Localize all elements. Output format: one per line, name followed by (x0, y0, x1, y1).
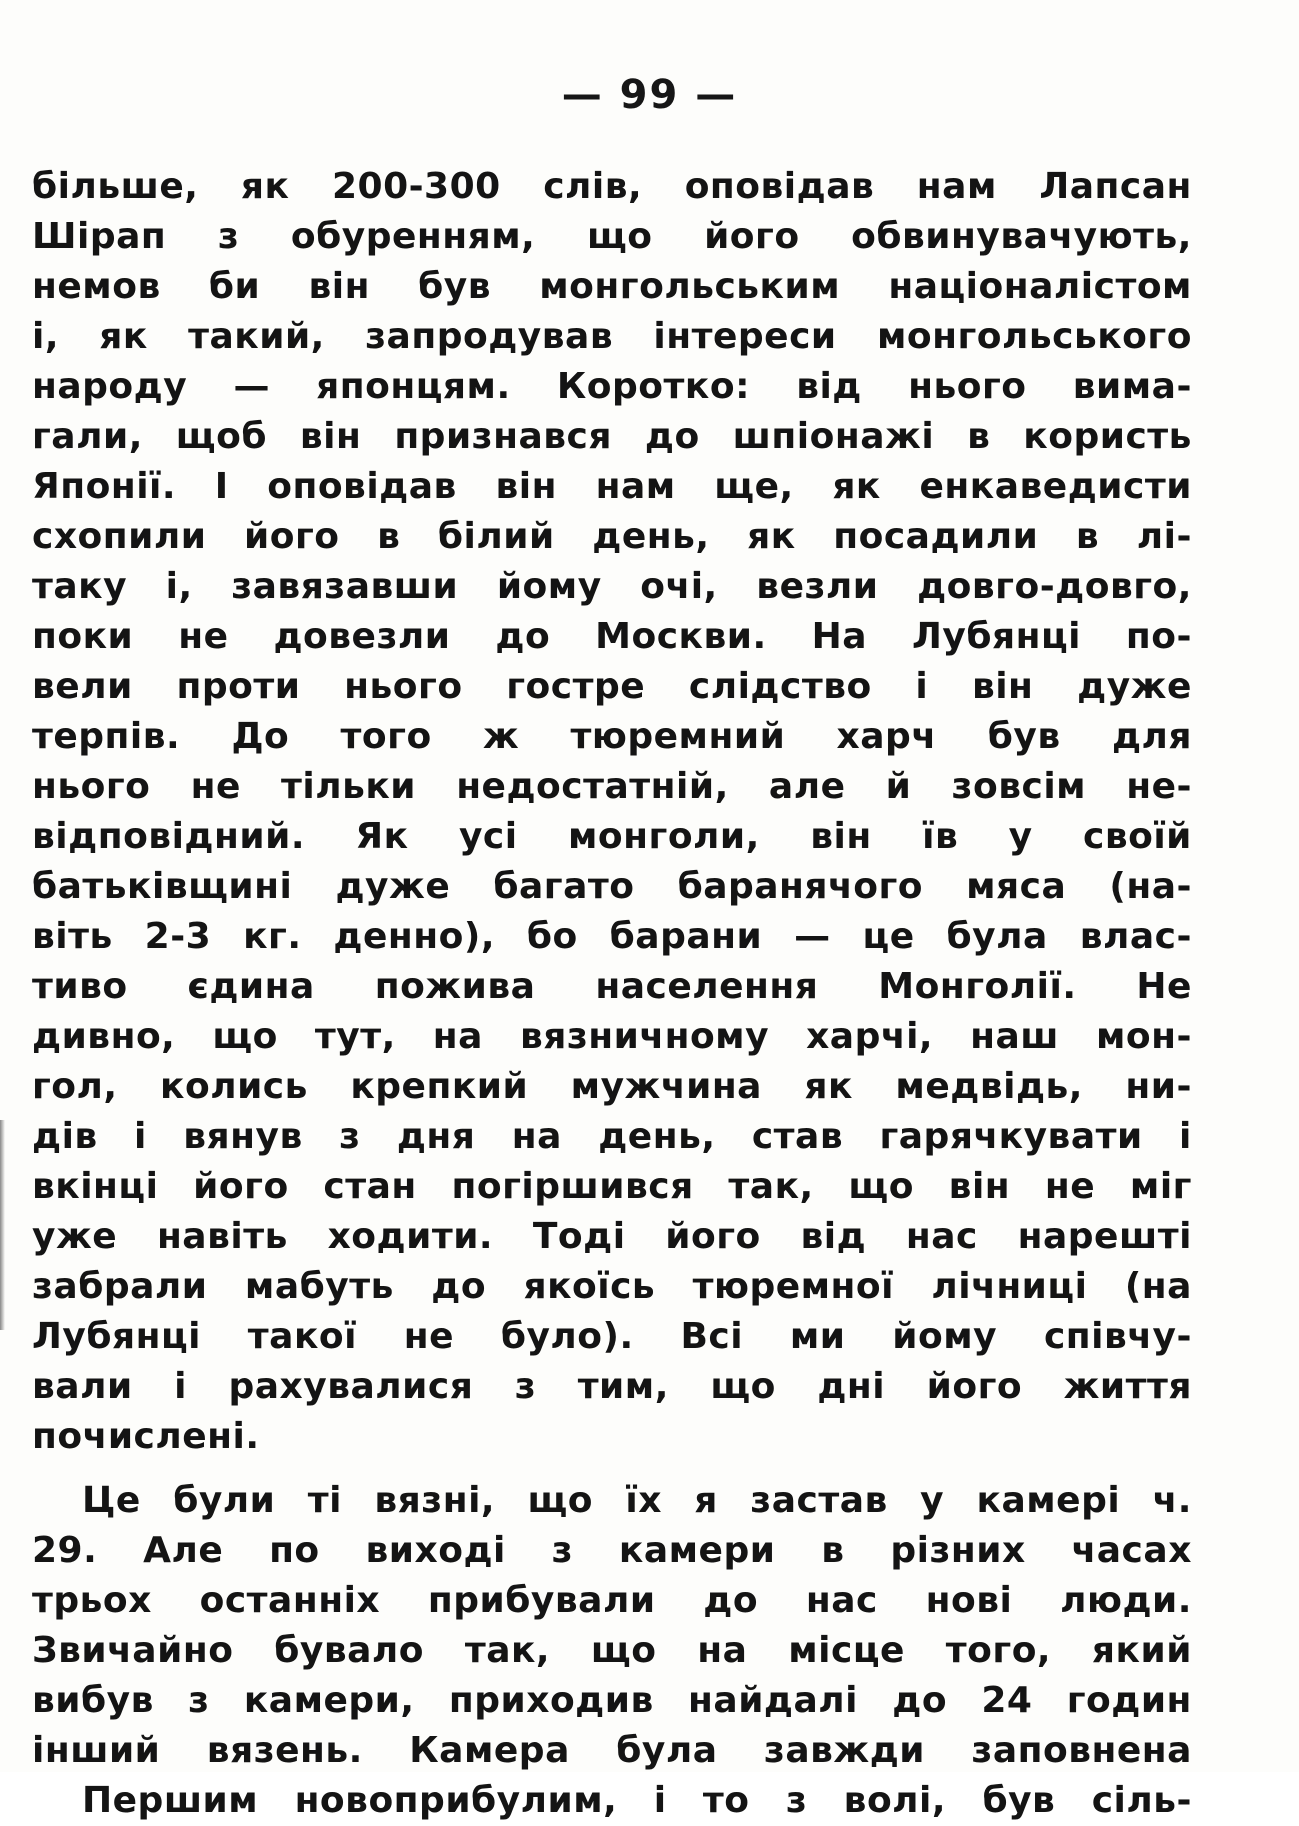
word: Це (82, 1480, 141, 1521)
word: на (432, 1016, 483, 1057)
word: камері (976, 1480, 1121, 1521)
word: до (703, 1580, 759, 1621)
word: бувало (274, 1630, 425, 1671)
text-line (32, 962, 1192, 1012)
word: погіршився (451, 1166, 694, 1207)
word: народу (32, 366, 188, 407)
word: тюремний (570, 716, 786, 757)
word: як (99, 316, 148, 357)
word: би (208, 266, 261, 307)
word: до (431, 1266, 487, 1307)
text-line (32, 1476, 1192, 1526)
word: користь (1023, 416, 1192, 457)
word: то (702, 1780, 750, 1821)
word: нього (344, 666, 463, 707)
word: з (785, 1780, 808, 1821)
word: шпіонажі (732, 416, 935, 457)
word: вянув (183, 1116, 303, 1157)
word: його (193, 1166, 289, 1207)
word: населення (595, 966, 819, 1007)
word: інший (32, 1730, 161, 1771)
word: немов (32, 266, 161, 307)
word: багато (493, 866, 635, 907)
word: йому (892, 1316, 998, 1357)
word: й (885, 766, 912, 807)
word: ті (307, 1480, 342, 1521)
text-line (32, 1212, 1192, 1262)
word: з (188, 1680, 210, 1721)
word: не (178, 616, 229, 657)
word: і, (165, 566, 193, 607)
word: Лубянці (911, 616, 1081, 657)
word: сіль- (1091, 1780, 1192, 1821)
text-line (32, 712, 1192, 762)
word: життя (1063, 1366, 1192, 1407)
word: було). (500, 1316, 634, 1357)
word: його (665, 1216, 761, 1257)
text-line (32, 362, 1192, 412)
word: Камера (409, 1730, 570, 1771)
paragraph-gap (32, 1462, 1192, 1476)
word: оповідав (267, 466, 457, 507)
word: люди. (1060, 1580, 1192, 1621)
word: бо (526, 916, 578, 957)
word: мон- (1096, 1016, 1192, 1057)
text-line (32, 412, 1192, 462)
word: харч (836, 716, 937, 757)
word: так, (728, 1166, 814, 1207)
word: камери (618, 1530, 776, 1571)
word: Першим (82, 1780, 259, 1821)
word: Не (1136, 966, 1192, 1007)
word: на (697, 1630, 748, 1671)
word: наш (970, 1016, 1059, 1057)
word: недостатній, (456, 766, 729, 807)
word: виході (365, 1530, 506, 1571)
word: зовсім (951, 766, 1087, 807)
word: гарячкувати (879, 1116, 1143, 1157)
word: його (704, 216, 800, 257)
word: таку (32, 566, 128, 607)
word: дуже (1077, 666, 1192, 707)
word: нам (916, 166, 997, 207)
word: До (231, 716, 290, 757)
word: якоїсь (523, 1266, 656, 1307)
word: Але (143, 1530, 224, 1571)
word: був (418, 266, 492, 307)
word: на (511, 1116, 562, 1157)
word: монгольським (539, 266, 841, 307)
word: такої (247, 1316, 357, 1357)
paragraph-1 (32, 162, 1192, 1462)
word: від (796, 366, 862, 407)
word: денно), (333, 916, 495, 957)
word: навіть (156, 1216, 288, 1257)
word: як (747, 516, 796, 557)
word: з (217, 216, 240, 257)
word: ни- (1125, 1066, 1192, 1107)
scan-edge-shadow (0, 1120, 5, 1330)
word: заповнена (971, 1730, 1192, 1771)
word: що (527, 1480, 593, 1521)
text-line (32, 562, 1192, 612)
word: вязень. (206, 1730, 363, 1771)
word: Японії. (32, 466, 177, 507)
page-number: — 99 — (561, 72, 738, 118)
word: до (892, 1680, 948, 1721)
paragraph-3 (32, 1776, 1192, 1826)
word: білий (437, 516, 555, 557)
word: і (174, 1366, 187, 1407)
word: і (915, 666, 929, 707)
word: це (862, 916, 915, 957)
word: співчу- (1043, 1316, 1192, 1357)
text-line (32, 912, 1192, 962)
word: єдина (187, 966, 315, 1007)
word: рахувалися (228, 1366, 474, 1407)
word: він (971, 666, 1034, 707)
word: слідство (688, 666, 872, 707)
word: Звичайно (32, 1630, 234, 1671)
word: довго-довго, (917, 566, 1192, 607)
word: гали, (32, 416, 143, 457)
word: від (800, 1216, 867, 1257)
word: слів, (543, 166, 643, 207)
word: в (377, 516, 401, 557)
word: день, (592, 516, 710, 557)
word: ч. (1152, 1480, 1192, 1521)
word: вязничному (519, 1016, 770, 1057)
word: з (339, 1116, 361, 1157)
word: почислені. (32, 1416, 260, 1457)
word: що (848, 1166, 914, 1207)
word: націоналістом (888, 266, 1192, 307)
text-line (32, 1576, 1192, 1626)
word: ходити. (327, 1216, 494, 1257)
word: став (751, 1116, 844, 1157)
text-line (32, 1162, 1192, 1212)
word: новоприбулим, (294, 1780, 618, 1821)
word: його (244, 516, 340, 557)
word: інтереси (653, 316, 837, 357)
word: був (982, 1780, 1056, 1821)
word: Тоді (532, 1216, 626, 1257)
word: обуренням, (290, 216, 536, 257)
text-line (32, 462, 1192, 512)
word: але (768, 766, 846, 807)
word: який (1091, 1630, 1192, 1671)
word: і (653, 1780, 667, 1821)
word: ми (789, 1316, 846, 1357)
word: вима- (1072, 366, 1192, 407)
word: він (299, 416, 362, 457)
word: дів (32, 1116, 98, 1157)
body-text (32, 162, 1192, 1826)
word: баранячого (677, 866, 924, 907)
word: щоб (175, 416, 267, 457)
word: дня (396, 1116, 476, 1157)
word: з (551, 1530, 574, 1571)
word: він (495, 466, 557, 507)
word: такий, (188, 316, 325, 357)
word: медвідь, (895, 1066, 1083, 1107)
word: тюремної (692, 1266, 894, 1307)
word: 2-3 (144, 916, 212, 957)
word: проти (176, 666, 301, 707)
word: стан (323, 1166, 417, 1207)
word: крепкий (350, 1066, 529, 1107)
word: мабуть (244, 1266, 394, 1307)
word: для (1111, 716, 1192, 757)
word: була (616, 1730, 718, 1771)
word: нас (805, 1580, 878, 1621)
word: як (804, 1066, 853, 1107)
word: завязавши (231, 566, 459, 607)
word: тільки (281, 766, 417, 807)
word: в (967, 416, 991, 457)
word: схопили (32, 516, 207, 557)
word: везли (756, 566, 879, 607)
word: більше, (32, 166, 199, 207)
word: лічниці (931, 1266, 1088, 1307)
word: запродував (365, 316, 614, 357)
word: у (920, 1480, 945, 1521)
word: того, (945, 1630, 1052, 1671)
word: японцям. (316, 366, 511, 407)
text-line (32, 312, 1192, 362)
word: міг (1129, 1166, 1192, 1207)
word: Лубянці (32, 1316, 202, 1357)
paragraph-2 (32, 1476, 1192, 1776)
word: дні (817, 1366, 886, 1407)
word: терпів. (32, 716, 181, 757)
word: до (495, 616, 551, 657)
word: волі, (843, 1780, 947, 1821)
word: Монголії. (878, 966, 1077, 1007)
word: годин (1066, 1680, 1192, 1721)
word: мяса (966, 866, 1067, 907)
text-line (32, 1062, 1192, 1112)
word: різних (890, 1530, 1026, 1571)
text-line (32, 1776, 1192, 1826)
text-line (32, 1412, 1192, 1462)
word: довезли (273, 616, 451, 657)
text-line (32, 262, 1192, 312)
word: колись (160, 1066, 308, 1107)
word: нові (925, 1580, 1013, 1621)
word: обвинувачують, (851, 216, 1192, 257)
word: відповідний. (32, 816, 305, 857)
word: застав (750, 1480, 888, 1521)
word: що (586, 216, 653, 257)
text-line (32, 212, 1192, 262)
word: батьківщині (32, 866, 293, 907)
word: кг. (243, 916, 302, 957)
word: Шірап (32, 216, 167, 257)
word: поки (32, 616, 134, 657)
word: прибували (427, 1580, 656, 1621)
word: що (710, 1366, 776, 1407)
text-line (32, 862, 1192, 912)
word: — (794, 916, 831, 957)
word: нам (595, 466, 676, 507)
word: в (821, 1530, 845, 1571)
word: влас- (1079, 916, 1192, 957)
word: мужчина (570, 1066, 762, 1107)
word: 200-300 (331, 166, 501, 207)
word: день, (598, 1116, 716, 1157)
word: посадили (833, 516, 1039, 557)
word: харчі, (806, 1016, 934, 1057)
text-line (32, 1362, 1192, 1412)
word: приходив (448, 1680, 654, 1721)
word: місце (788, 1630, 905, 1671)
word: і (1179, 1116, 1192, 1157)
word: що (212, 1016, 278, 1057)
word: нарешті (1017, 1216, 1192, 1257)
word: Як (355, 816, 409, 857)
word: вали (32, 1366, 133, 1407)
text-line (32, 1312, 1192, 1362)
word: як (832, 466, 881, 507)
word: в (1075, 516, 1100, 557)
word: він (948, 1166, 1011, 1207)
word: признався (394, 416, 612, 457)
word: монголи, (567, 816, 760, 857)
word: оповідав (684, 166, 875, 207)
word: 29. (32, 1530, 98, 1571)
word: Коротко: (556, 366, 750, 407)
word: і, (32, 316, 60, 357)
word: очі, (640, 566, 718, 607)
text-line (32, 512, 1192, 562)
word: барани (609, 916, 763, 957)
word: його (926, 1366, 1023, 1407)
word: останніх (199, 1580, 381, 1621)
word: що (590, 1630, 657, 1671)
word: завжди (763, 1730, 926, 1771)
word: віть (32, 916, 113, 957)
word: не (403, 1316, 455, 1357)
word: часах (1071, 1530, 1192, 1571)
word: тим, (577, 1366, 669, 1407)
word: уже (32, 1216, 118, 1257)
word: дуже (335, 866, 451, 907)
word: гостре (506, 666, 646, 707)
word: (на (1124, 1266, 1192, 1307)
word: Всі (680, 1316, 744, 1357)
word: вибув (32, 1680, 154, 1721)
word: тиво (32, 966, 128, 1007)
word: до (644, 416, 700, 457)
word: енкаведисти (919, 466, 1192, 507)
word: тут, (314, 1016, 396, 1057)
text-line (32, 1626, 1192, 1676)
text-line (32, 1112, 1192, 1162)
word: як (240, 166, 290, 207)
word: монгольського (876, 316, 1192, 357)
word: не- (1126, 766, 1192, 807)
word: своїй (1082, 816, 1192, 857)
word: того (340, 716, 432, 757)
word: дивно, (32, 1016, 176, 1057)
word: І (214, 466, 229, 507)
text-line (32, 162, 1192, 212)
word: йому (496, 566, 602, 607)
text-line (32, 812, 1192, 862)
text-line (32, 662, 1192, 712)
word: з (514, 1366, 537, 1407)
word: (на- (1109, 866, 1192, 907)
word: Москви. (595, 616, 767, 657)
word: ж (482, 716, 520, 757)
word: ще, (714, 466, 794, 507)
word: найдалі (688, 1680, 858, 1721)
word: лі- (1136, 516, 1192, 557)
word: камери, (243, 1680, 415, 1721)
word: 24 (981, 1680, 1033, 1721)
word: по (269, 1530, 320, 1571)
word: вязні, (374, 1480, 496, 1521)
word: не (190, 766, 241, 807)
word: так, (464, 1630, 551, 1671)
text-line (32, 1262, 1192, 1312)
text-line (32, 1726, 1192, 1776)
word: він (810, 816, 872, 857)
word: забрали (32, 1266, 208, 1307)
text-line (32, 1012, 1192, 1062)
word: по- (1125, 616, 1192, 657)
text-line (32, 1526, 1192, 1576)
word: трьох (32, 1580, 152, 1621)
text-line (32, 1676, 1192, 1726)
word: і (134, 1116, 147, 1157)
word: гол, (32, 1066, 118, 1107)
word: була (946, 916, 1048, 957)
word: був (987, 716, 1061, 757)
word: не (1044, 1166, 1096, 1207)
text-line (32, 612, 1192, 662)
word: у (1008, 816, 1033, 857)
word: нього (32, 766, 151, 807)
word: усі (458, 816, 518, 857)
word: нас (905, 1216, 978, 1257)
word: вкінці (32, 1166, 159, 1207)
word: їв (922, 816, 959, 857)
text-line (32, 762, 1192, 812)
word: вели (32, 666, 133, 707)
word: нього (908, 366, 1027, 407)
word: я (694, 1480, 718, 1521)
word: пожива (374, 966, 536, 1007)
word: їх (625, 1480, 662, 1521)
word: Лапсан (1039, 166, 1192, 207)
word: На (811, 616, 868, 657)
word: — (233, 366, 270, 407)
word: він (308, 266, 370, 307)
word: були (173, 1480, 276, 1521)
